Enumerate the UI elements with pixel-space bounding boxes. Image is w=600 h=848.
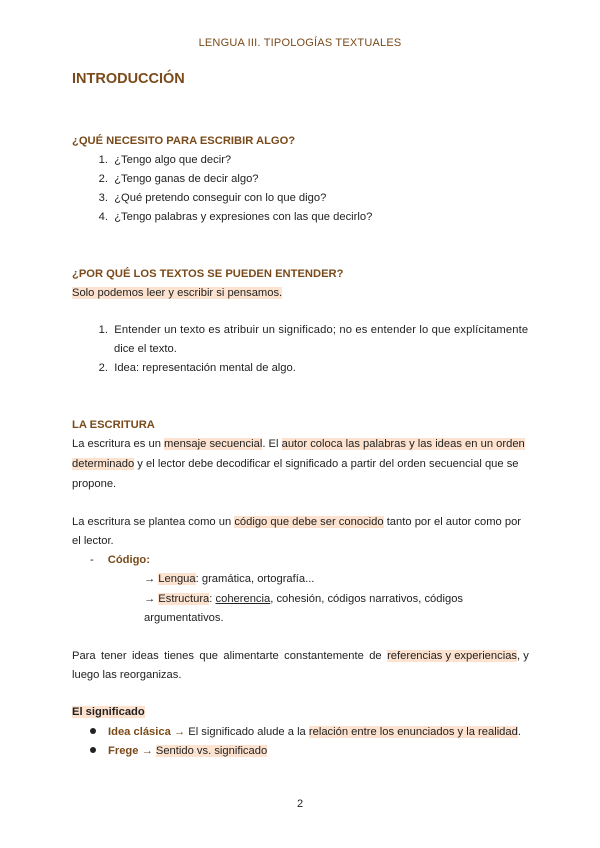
paragraph-line: propone.: [72, 478, 117, 490]
paragraph-line: luego las reorganizas.: [72, 669, 182, 681]
page-title: INTRODUCCIÓN: [72, 71, 185, 87]
bullet-icon: [90, 747, 96, 753]
list-item: 1. Entender un texto es atribuir un significado; no es entender lo que explícitamente: [98, 324, 529, 336]
sub-item-lengua: → Lengua: gramática, ortografía...: [144, 573, 315, 585]
list-item: 4. ¿Tengo palabras y expresiones con las que decirlo?: [98, 211, 373, 223]
section2-intro: Solo podemos leer y escribir si pensamos.: [72, 287, 283, 299]
paragraph-line: el lector.: [72, 535, 114, 547]
paragraph-line: La escritura es un mensaje secuencial. El autor coloca las palabras y las ideas en un orden: [72, 438, 525, 450]
sub-item-estructura: → Estructura: coherencia, cohesión, códigos narrativos, códigos: [144, 593, 464, 605]
bullet-item: Frege → Sentido vs. significado: [90, 745, 267, 757]
list-item-continuation: dice el texto.: [114, 343, 177, 355]
paragraph-line: La escritura se plantea como un código que debe ser conocido tanto por el autor como por: [72, 516, 522, 528]
list-item: 1. ¿Tengo algo que decir?: [98, 154, 232, 166]
page-header: LENGUA III. TIPOLOGÍAS TEXTUALES: [198, 37, 402, 49]
list-item: 3. ¿Qué pretendo conseguir con lo que digo?: [98, 192, 327, 204]
list-item: 2. Idea: representación mental de algo.: [98, 362, 296, 374]
sub-item-continuation: argumentativos.: [144, 612, 224, 624]
section2-heading: ¿POR QUÉ LOS TEXTOS SE PUEDEN ENTENDER?: [72, 268, 344, 280]
paragraph-line: Para tener ideas tienes que alimentarte constantemente de referencias y experiencias, y: [72, 650, 529, 662]
section4-heading: El significado: [72, 706, 145, 718]
bullet-item: Idea clásica → El significado alude a la relación entre los enunciados y la realidad.: [90, 726, 521, 738]
page-number: 2: [296, 798, 304, 810]
bullet-icon: [90, 728, 96, 734]
dash-item: - Código:: [90, 554, 150, 566]
list-item: 2. ¿Tengo ganas de decir algo?: [98, 173, 259, 185]
paragraph-line: determinado y el lector debe decodificar el significado a partir del orden secuencial que se: [72, 458, 519, 470]
section1-heading: ¿QUÉ NECESITO PARA ESCRIBIR ALGO?: [72, 135, 296, 147]
section3-heading: LA ESCRITURA: [72, 419, 155, 431]
